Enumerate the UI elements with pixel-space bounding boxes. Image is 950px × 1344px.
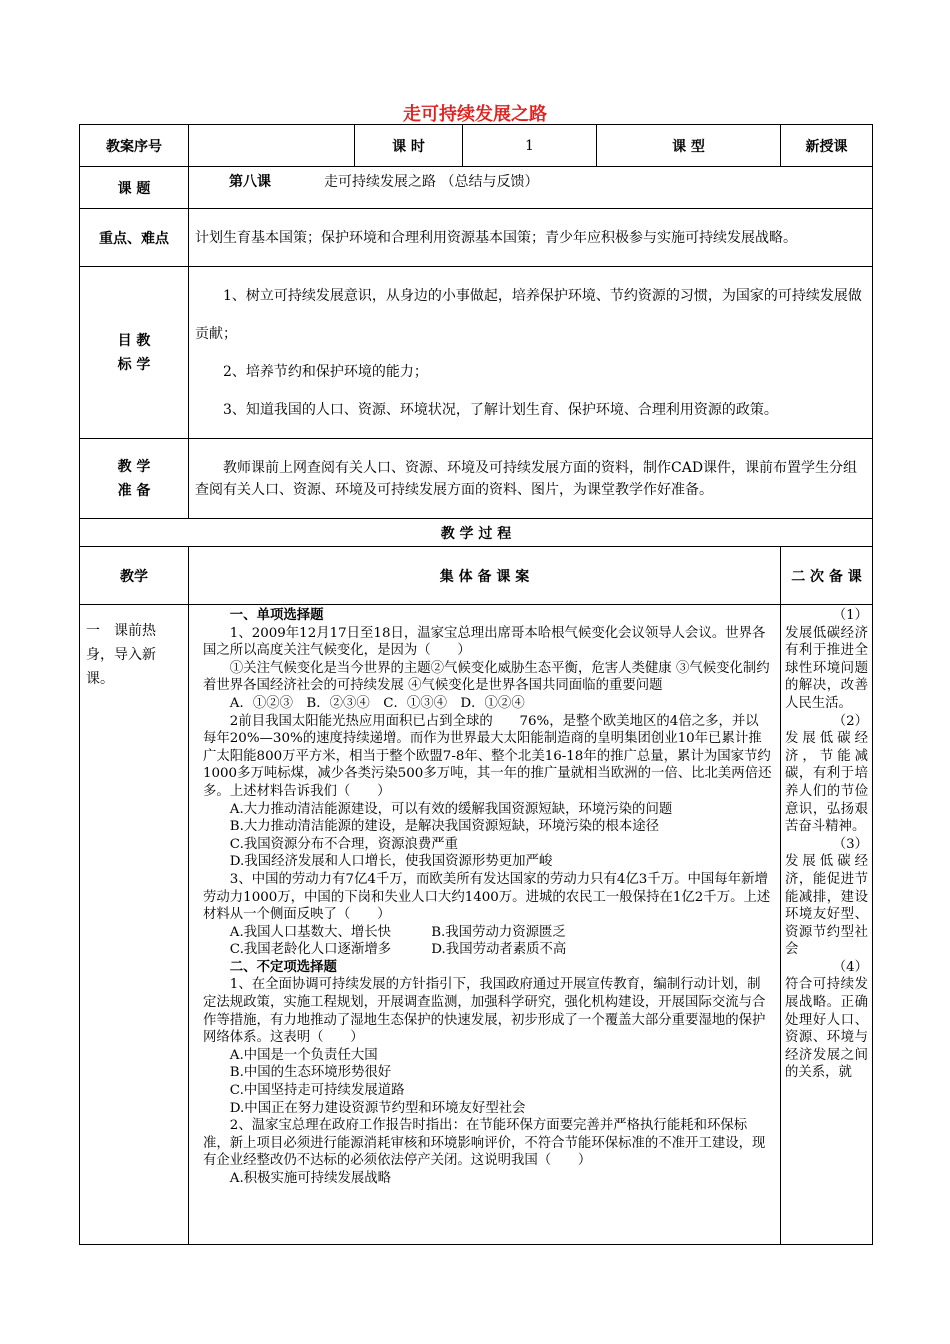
col-header-stage: 教学	[80, 547, 189, 605]
label-class-hours: 课 时	[355, 125, 463, 167]
topic-row	[80, 167, 873, 209]
note-text: 发展低碳经济有利于推进全球性环境问题的解决，改善人民生活。	[785, 625, 868, 711]
label-objectives: 目 教 标 学	[80, 267, 189, 439]
info-row	[80, 125, 873, 167]
content-row	[80, 605, 873, 1245]
option-a: A.大力推动清洁能源建设，可以有效的缓解我国资源短缺，环境污染的问题	[229, 801, 673, 817]
option-d: D.我国经济发展和人口增长，使我国资源形势更加严峻	[229, 854, 553, 870]
section-heading: 一、单项选择题	[229, 608, 324, 623]
note-number: （1）	[832, 608, 868, 623]
col-header-collective: 集 体 备 课 案	[189, 547, 781, 605]
lesson-topic: 走可持续发展之路 （总结与反馈）	[324, 174, 539, 190]
question-text: 2、温家宝总理在政府工作报告时指出：在节能环保方面要完善并严格执行能耗和环保标准，新上项目必须进行能源消耗审核和环境影响评价，不符合节能环保标准的不准开工建设，现有企业经整改仍不达标的必须依法停产关闭。这说明我国（ ）	[203, 1118, 766, 1169]
note-number: （3）	[832, 836, 868, 852]
question-text: 2前目我国太阳能光热应用面积已占到全球的 76%，是整个欧美地区的4倍之多，并以每年20%—30%的速度持续递增。而作为世界最大太阳能制造商的皇明集团创业10年已累计推广太阳能800万平方米，相当于整个欧盟7-8年、整个北美16-18年的推广总量，累计为国家节约1000多万吨标煤，减少各类污染500多万吨，其一年的推广量就相当欧洲的一倍、比北美两倍还多。上述材料告诉我们（ ）	[203, 713, 772, 799]
key-points-content: 计划生育基本国策；保护环境和合理利用资源基本国策；青少年应积极参与实施可持续发展战略。	[189, 209, 873, 267]
process-header-row	[80, 519, 873, 547]
note-text: 发展低碳经济，能促进节能减排，建设环境友好型、资源节约型社会	[785, 854, 868, 958]
column-header-row	[80, 547, 873, 605]
option-c: C.我国资源分布不合理，资源浪费严重	[229, 836, 459, 852]
lesson-plan-table	[79, 124, 873, 1245]
lesson-number: 第八课	[229, 174, 271, 190]
objectives-row	[80, 267, 873, 439]
option-a: A.中国是一个负责任大国	[229, 1047, 378, 1063]
option-d: D.中国正在努力建设资源节约型和环境友好型社会	[229, 1100, 526, 1116]
lesson-no-value	[189, 125, 355, 167]
option-c: C.中国坚持走可持续发展道路	[229, 1083, 405, 1099]
note-text: 发展低碳经济，节能减碳，有利于培养人们的节俭意识，弘扬艰苦奋斗精神。	[785, 731, 868, 835]
stage-cell: 一 课前热身，导入新课。	[80, 605, 189, 1245]
option-b: B.中国的生态环境形势很好	[229, 1065, 392, 1081]
question-text: 1、2009年12月17日至18日，温家宝总理出席哥本哈根气候变化会议领导人会议。世界各国之所以高度关注气候变化，是因为（ ）	[203, 625, 766, 659]
class-hours-value: 1	[463, 125, 597, 167]
options-ab: A.我国人口基数大、增长快 B.我国劳动力资源匮乏	[229, 924, 566, 940]
note-text: 符合可持续发展战略。正确处理好人口、资源、环境与经济发展之间的关系，就	[785, 977, 868, 1081]
label-lesson-type: 课 型	[597, 125, 781, 167]
topic-cell	[189, 167, 873, 209]
collective-plan-cell	[189, 605, 781, 1245]
question-options: A．①②③ B．②③④ C．①③④ D．①②④	[229, 695, 525, 711]
note-number: （4）	[832, 959, 868, 975]
question-text: 1、在全面协调可持续发展的方针指引下，我国政府通过开展宣传教育，编制行动计划，制定法规政策，实施工程规划，开展调查监测，加强科学研究，强化机构建设，开展国际交流与合作等措施，有力地推动了湿地生态保护的快速发展，初步形成了一个覆盖大部分重要湿地的保护网络体系。这表明（ ）	[203, 977, 766, 1046]
preparation-row	[80, 439, 873, 519]
question-statements: ①关注气候变化是当今世界的主题②气候变化威胁生态平衡，危害人类健康 ③气候变化制约着世界各国经济社会的可持续发展 ④气候变化是世界各国共同面临的重要问题	[203, 660, 770, 694]
label-topic: 课 题	[80, 167, 189, 209]
options-cd: C.我国老龄化人口逐渐增多 D.我国劳动者素质不高	[229, 942, 567, 958]
note-number: （2）	[832, 713, 868, 729]
objectives-content	[189, 267, 873, 439]
question-text: 3、中国的劳动力有7亿4千万，而欧美所有发达国家的劳动力只有4亿3千万。中国每年新增劳动力1000万，中国的下岗和失业人口大约1400万。进城的农民工一般保持在1亿2千万。上述材料从一个侧面反映了（ ）	[203, 871, 771, 923]
objective-item: 1、树立可持续发展意识，从身边的小事做起，培养保护环境、节约资源的习惯，为国家的可持续发展做贡献；	[195, 287, 862, 342]
document-title: 走可持续发展之路	[403, 104, 547, 125]
label-key-points: 重点、难点	[80, 209, 189, 267]
objective-item: 3、知道我国的人口、资源、环境状况，了解计划生育、保护环境、合理利用资源的政策。	[223, 401, 778, 418]
section-heading: 二、不定项选择题	[229, 959, 337, 975]
option-a: A.积极实施可持续发展战略	[229, 1171, 392, 1186]
preparation-content: 教师课前上网查阅有关人口、资源、环境及可持续发展方面的资料，制作CAD课件，课前布置学生分组查阅有关人口、资源、环境及可持续发展方面的资料、图片，为课堂教学作好准备。	[189, 439, 873, 519]
label-lesson-no: 教案序号	[80, 125, 189, 167]
objective-item: 2、培养节约和保护环境的能力；	[223, 363, 428, 380]
secondary-plan-cell	[781, 605, 873, 1245]
key-points-row	[80, 209, 873, 267]
label-preparation: 教 学 准 备	[80, 439, 189, 519]
option-b: B.大力推动清洁能源的建设，是解决我国资源短缺，环境污染的根本途径	[229, 819, 660, 835]
lesson-type-value: 新授课	[781, 125, 873, 167]
teaching-process-heading: 教 学 过 程	[80, 519, 873, 547]
col-header-secondary: 二 次 备 课	[781, 547, 873, 605]
